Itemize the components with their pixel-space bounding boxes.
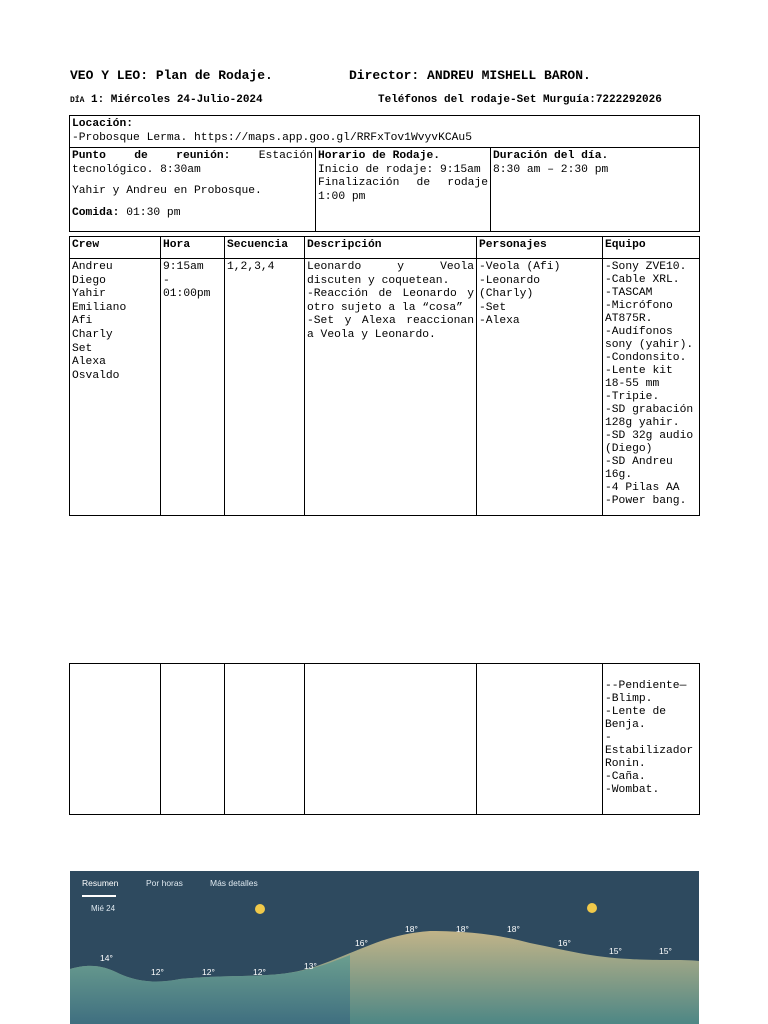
tab-por-horas[interactable]: Por horas [146, 878, 183, 888]
empty-cell [477, 664, 603, 815]
equipo-item: -Lente kit 18-55 mm [605, 365, 673, 390]
meal-value: 01:30 pm [119, 206, 181, 219]
empty-cell [70, 664, 161, 815]
meeting-note: Yahir y Andreu en Probosque. [72, 185, 262, 198]
crew-member: Yahir [72, 288, 106, 301]
pending-equipo-cell [603, 664, 700, 815]
crew-member: Osvaldo [72, 369, 120, 382]
column-header-personajes: Personajes [477, 237, 603, 259]
empty-cell [161, 664, 225, 815]
day-prefix: DÍA [70, 96, 85, 105]
temperature-label: 18° [405, 924, 418, 934]
temperature-label: 18° [456, 924, 469, 934]
temperature-label: 12° [253, 967, 266, 977]
equipo-item: -Wombat. [605, 784, 660, 796]
equipo-item: Estabilizador Ronin. [605, 745, 694, 770]
secuencia-cell: 1,2,3,4 [225, 259, 305, 516]
equipo-item: -Cable XRL. [605, 274, 680, 286]
day-date: 1: Miércoles 24-Julio-2024 [84, 94, 263, 106]
equipo-item: -Blimp. [605, 693, 653, 705]
column-header-crew: Crew [70, 237, 161, 259]
schedule-end: Finalización de rodaje 1:00 pm [318, 177, 488, 203]
descripcion-line: -Set y Alexa reaccionan a Veola y Leonardo. [307, 315, 474, 341]
meal-label: Comida: [72, 206, 120, 219]
equipo-item: -SD Andreu 16g. [605, 456, 673, 481]
crew-member: Afi [72, 315, 93, 328]
director-line: Director: ANDREU MISHELL BARON. [349, 68, 591, 83]
equipo-item: -Caña. [605, 771, 646, 783]
equipo-item: -Lente de Benja. [605, 706, 667, 731]
personaje: -Leonardo (Charly) [479, 274, 541, 301]
descripcion-line: Leonardo y Veola discuten y coquetean. [307, 261, 474, 287]
equipo-item: -Audífonos sony (yahir). [605, 326, 694, 351]
hora-start: 9:15am [163, 261, 204, 273]
meeting-value: Estación tecnológico. 8:30am [72, 150, 313, 176]
personaje: -Alexa [479, 315, 520, 328]
equipo-item: -SD grabación 128g yahir. [605, 404, 694, 429]
column-header-descripcion: Descripción [305, 237, 477, 259]
personaje: -Veola (Afi) [479, 261, 561, 273]
location-cell [70, 116, 700, 148]
equipo-item: -Condonsito. [605, 352, 687, 364]
hora-end: 01:00pm [163, 288, 211, 301]
production-phones: Teléfonos del rodaje-Set Murguía:7222292026 [378, 94, 662, 106]
pending-table [69, 663, 700, 815]
temperature-label: 15° [609, 946, 622, 956]
temperature-label: 12° [202, 967, 215, 977]
active-tab-underline [82, 895, 116, 897]
temperature-label: 13° [304, 961, 317, 971]
equipo-cell [603, 259, 700, 516]
location-label: Locación: [72, 118, 134, 130]
schedule-label: Horario de Rodaje. [318, 150, 441, 163]
equipo-item: -Tripie. [605, 391, 660, 403]
schedule-cell [316, 148, 491, 232]
personajes-cell [477, 259, 603, 516]
column-header-equipo: Equipo [603, 237, 700, 259]
equipo-item: -Sony ZVE10. [605, 261, 687, 273]
meeting-cell [70, 148, 316, 232]
equipo-item: -Power bang. [605, 495, 687, 507]
crew-member: Diego [72, 274, 106, 287]
equipo-item: -TASCAM [605, 287, 653, 299]
temperature-label: 16° [558, 938, 571, 948]
equipo-item: -SD 32g audio (Diego) [605, 430, 694, 455]
meeting-label: Punto de reunión: [72, 150, 231, 163]
column-header-hora: Hora [161, 237, 225, 259]
descripcion-cell [305, 259, 477, 516]
weather-day: Mié 24 [91, 904, 116, 913]
crew-member: Charly [72, 328, 113, 341]
schedule-start: Inicio de rodaje: 9:15am [318, 163, 481, 176]
hora-cell [161, 259, 225, 516]
temperature-label: 16° [355, 938, 368, 948]
column-header-secuencia: Secuencia [225, 237, 305, 259]
location-value: -Probosque Lerma. https://maps.app.goo.gl/RRFxTov1WvyvKCAu5 [72, 131, 472, 144]
tab-mas-detalles[interactable]: Más detalles [210, 878, 258, 888]
sun-icon [255, 904, 265, 914]
sun-icon [587, 903, 597, 913]
empty-cell [225, 664, 305, 815]
table-row [70, 259, 700, 516]
crew-member: Alexa [72, 356, 106, 369]
descripcion-line: -Reacción de Leonardo y otro sujeto a la “cosa” [307, 288, 474, 314]
crew-member: Emiliano [72, 301, 127, 314]
equipo-item: --Pendiente— [605, 680, 687, 692]
equipo-item: -4 Pilas AA [605, 482, 680, 494]
hora-separator: - [163, 274, 170, 287]
temperature-label: 12° [151, 967, 164, 977]
duration-value: 8:30 am – 2:30 pm [493, 163, 609, 176]
equipo-item: -Micrófono AT875R. [605, 300, 673, 325]
weather-widget [70, 871, 699, 1024]
table-row [70, 664, 700, 815]
duration-label: Duración del día. [493, 150, 609, 163]
equipo-item: - [605, 732, 612, 744]
crew-member: Andreu [72, 261, 113, 273]
weather-landscape [70, 871, 699, 1024]
personaje: -Set [479, 301, 507, 314]
document-title: VEO Y LEO: Plan de Rodaje. [70, 68, 273, 83]
tab-resumen[interactable]: Resumen [82, 878, 119, 888]
crew-cell [70, 259, 161, 516]
temperature-label: 14° [100, 953, 113, 963]
shooting-day [70, 94, 263, 106]
temperature-label: 18° [507, 924, 520, 934]
temperature-label: 15° [659, 946, 672, 956]
info-table [69, 115, 700, 232]
duration-cell [491, 148, 700, 232]
shooting-table [69, 236, 700, 516]
crew-member: Set [72, 342, 93, 355]
empty-cell [305, 664, 477, 815]
